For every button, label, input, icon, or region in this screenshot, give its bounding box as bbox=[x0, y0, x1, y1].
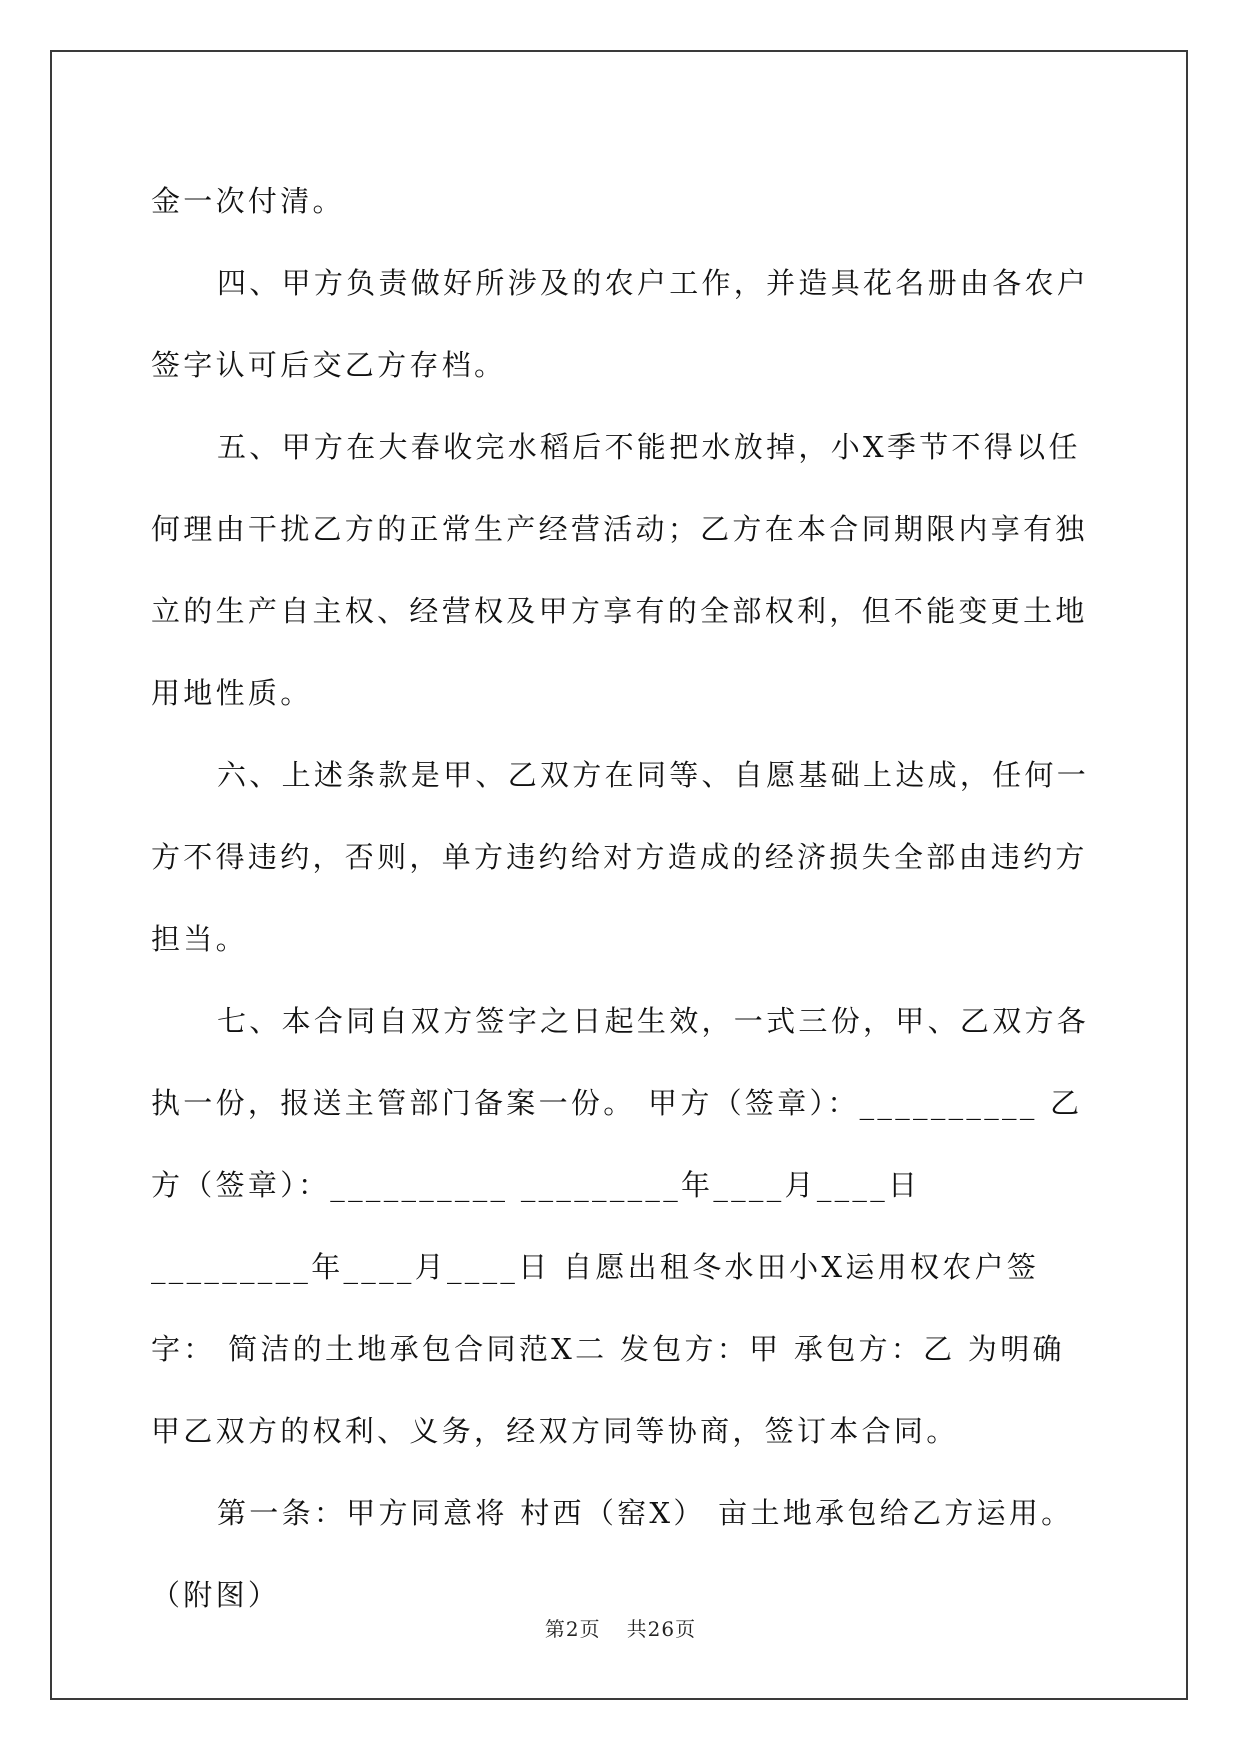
paragraph-article-1: 第一条：甲方同意将 村西（窑X） 亩土地承包给乙方运用。（附图） bbox=[151, 1496, 1074, 1612]
paragraph-clause-7: 七、本合同自双方签字之日起生效，一式三份，甲、乙双方各执一份，报送主管部门备案一份。 甲方（签章）：__________ 乙方（签章）：__________ _________年____月____日 _________年____月____日 自愿出租冬水田小X运用权农户签字： 简洁的土地承包合同范X二 发包方：甲 承包方：乙 为明确甲乙双方的权利、义务，经双方同等协商，签订本合同。 bbox=[151, 1004, 1090, 1448]
paragraph-continuation: 金一次付清。 bbox=[151, 184, 345, 218]
paragraph-clause-4: 四、甲方负责做好所涉及的农户工作，并造具花名册由各农户签字认可后交乙方存档。 bbox=[151, 266, 1090, 382]
page-number: 第2页 bbox=[544, 1617, 601, 1641]
page-total: 共26页 bbox=[626, 1617, 697, 1641]
document-body bbox=[151, 160, 1091, 1636]
page-footer bbox=[0, 1613, 1241, 1642]
paragraph-clause-6: 六、上述条款是甲、乙双方在同等、自愿基础上达成，任何一方不得违约，否则，单方违约给对方造成的经济损失全部由违约方担当。 bbox=[151, 758, 1090, 956]
paragraph-clause-5: 五、甲方在大春收完水稻后不能把水放掉，小X季节不得以任何理由干扰乙方的正常生产经营活动；乙方在本合同期限内享有独立的生产自主权、经营权及甲方享有的全部权利，但不能变更土地用地性质。 bbox=[151, 430, 1088, 710]
